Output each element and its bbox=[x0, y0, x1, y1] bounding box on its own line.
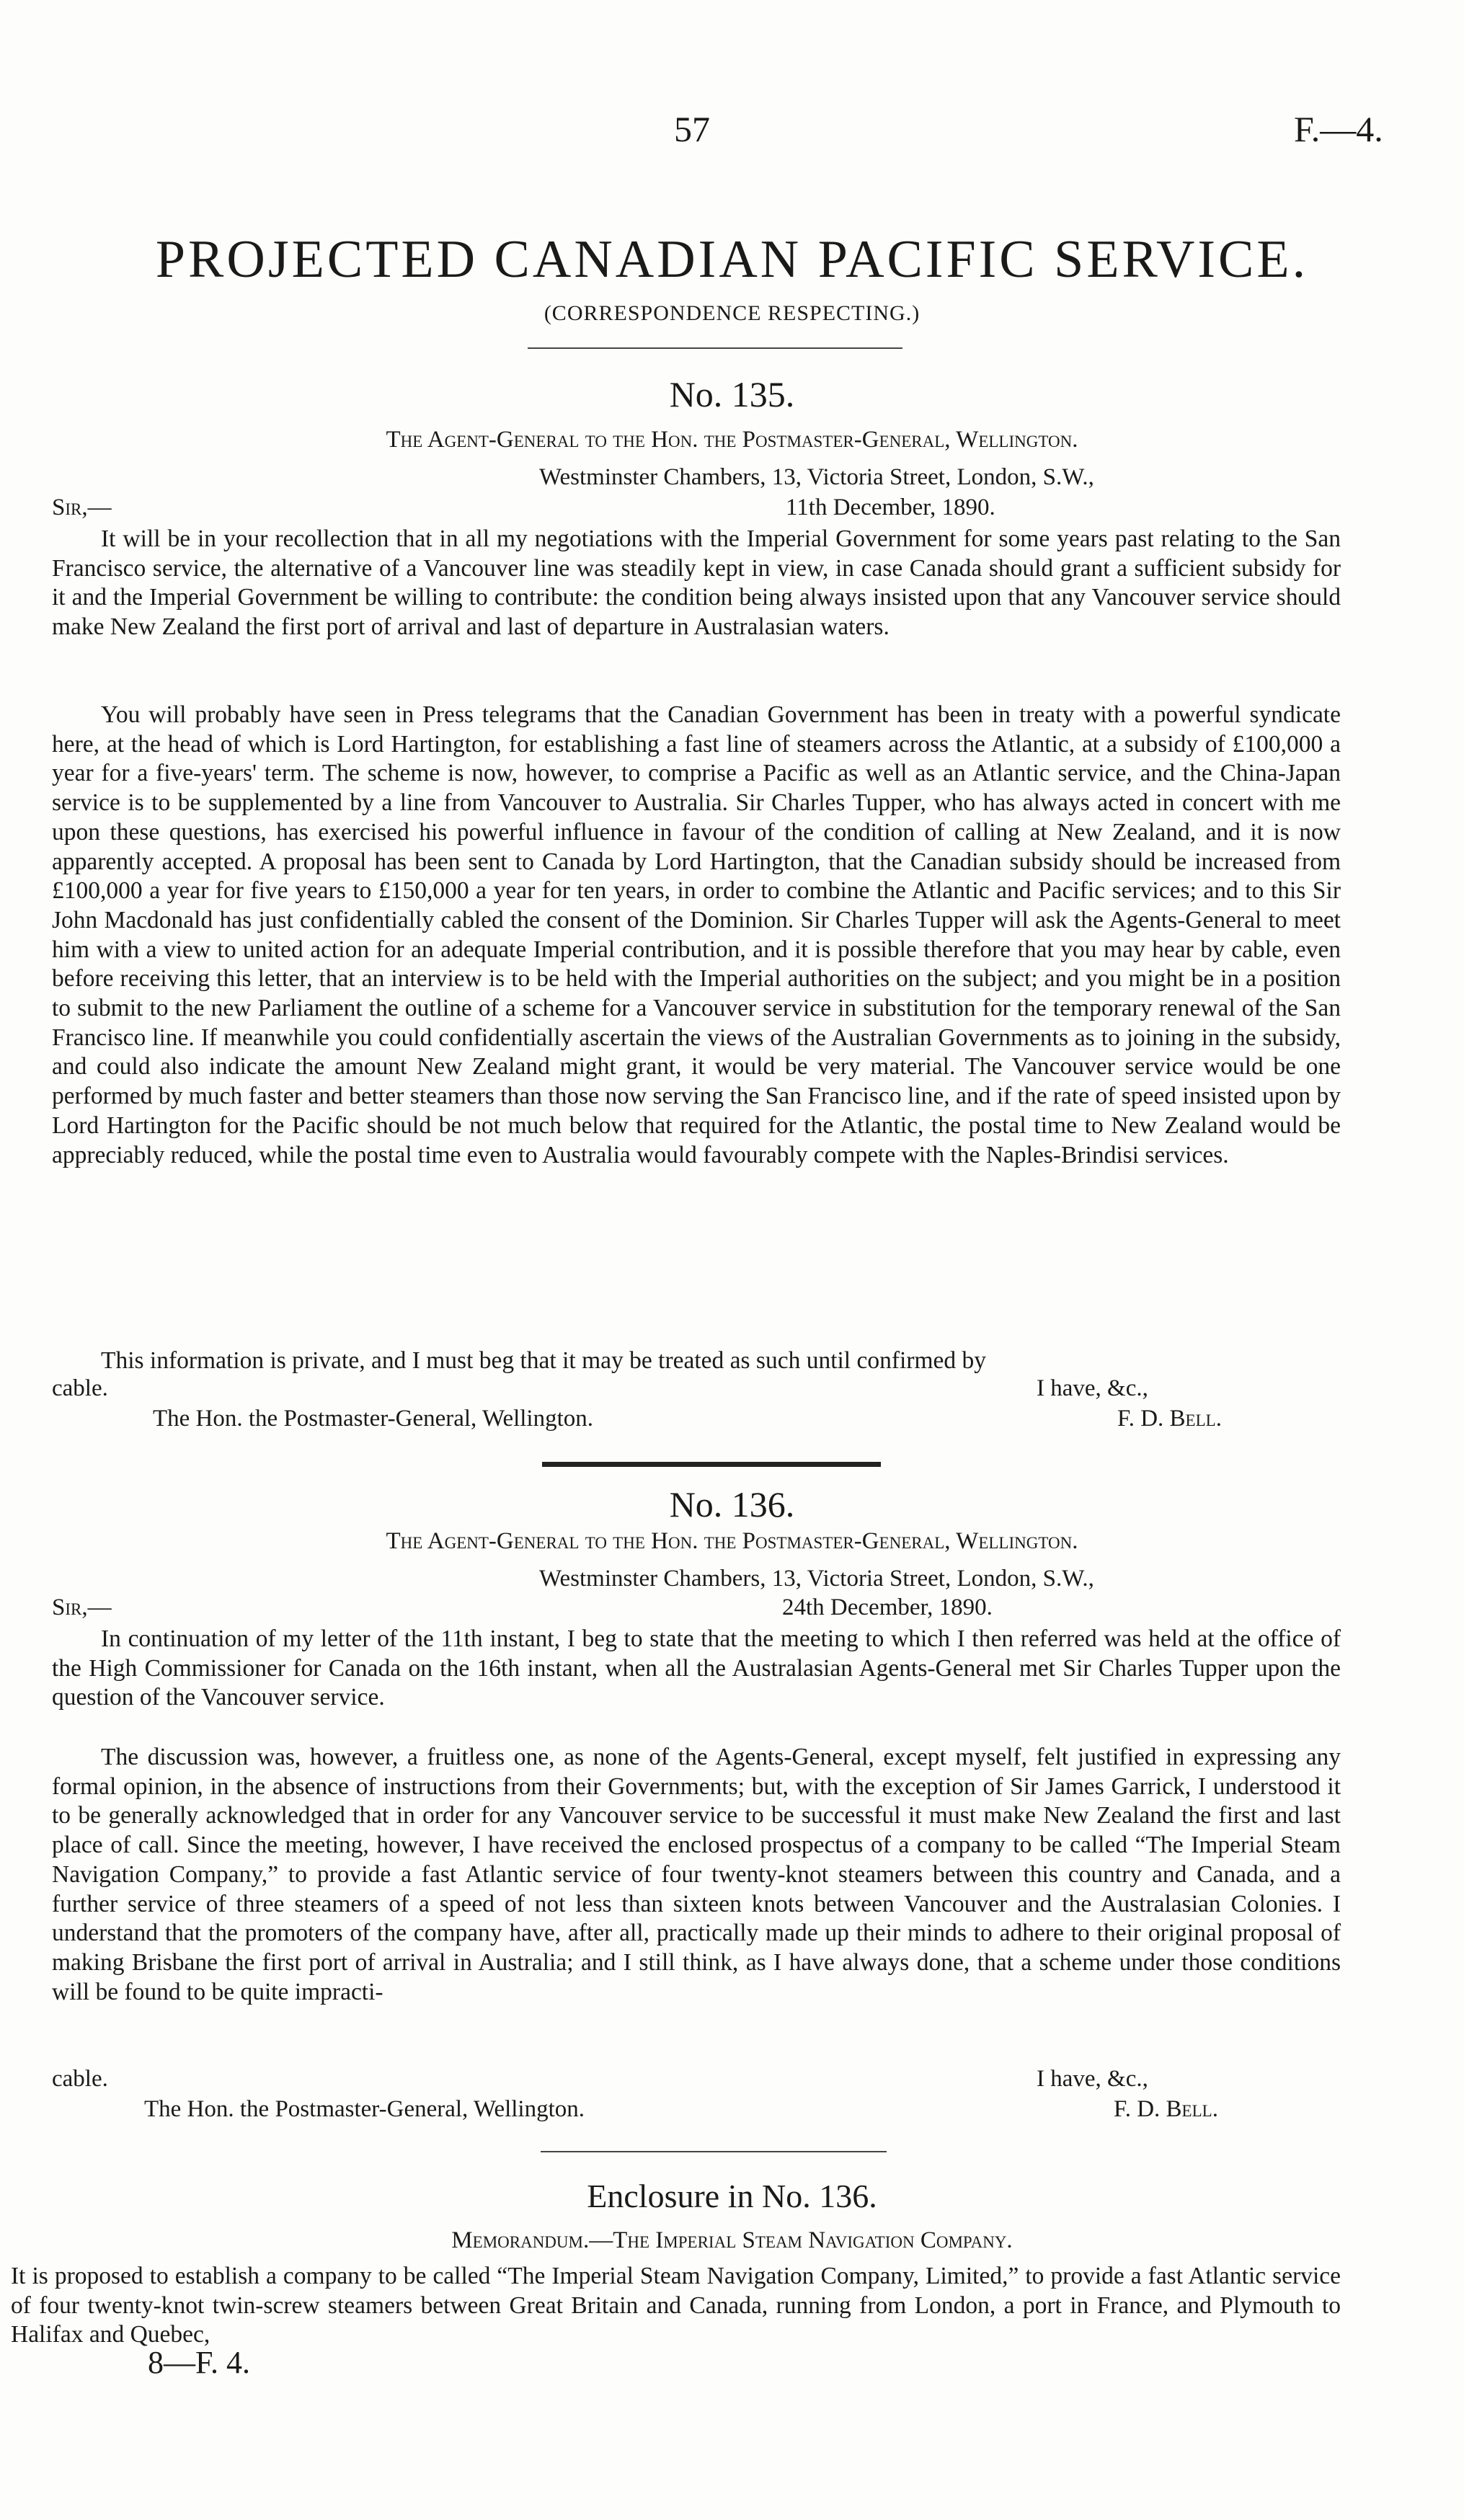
title-rule bbox=[528, 347, 902, 349]
letter-135-last-word: cable. bbox=[52, 1375, 108, 1401]
letter-135-address: Westminster Chambers, 13, Victoria Street, London, S.W., bbox=[539, 464, 1094, 490]
page-subtitle: (CORRESPONDENCE RESPECTING.) bbox=[544, 301, 920, 325]
letter-135-recipient: The Hon. the Postmaster-General, Wellington. bbox=[153, 1406, 594, 1432]
letter-136-closing: I have, &c., bbox=[1037, 2066, 1148, 2092]
letter-136-addressee: The Agent-General to the Hon. the Postmaster-General, Wellington. bbox=[386, 1528, 1078, 1554]
letter-136-paragraph-1: In continuation of my letter of the 11th instant, I beg to state that the meeting to which I then referred was held at the office of the High Commissioner for Canada on the 16th instant, when all the Australasian Agents-General met Sir Charles Tupper upon the question of the Vancouver service. bbox=[52, 1625, 1341, 1711]
letter-136-signature: F. D. Bell. bbox=[1114, 2096, 1218, 2122]
enclosure-heading: Enclosure in No. 136. bbox=[587, 2178, 877, 2214]
letter-135-addressee: The Agent-General to the Hon. the Postmaster-General, Wellington. bbox=[386, 427, 1078, 453]
letter-136-salutation: Sir,— bbox=[52, 1594, 112, 1620]
letter-135-date: 11th December, 1890. bbox=[786, 494, 995, 520]
letter-136-paragraph-2: The discussion was, however, a fruitless one, as none of the Agents-General, except myself, felt justified in expressing any formal opinion, in the absence of instructions from their Governments; but, with the exception of Sir James Garrick, I understood it to be generally acknowledged that in order for any Vancouver service to be successful it must make New Zealand the first and last place of call. Since the meeting, however, I have received the enclosed prospectus of a company to be called “The Imperial Steam Navigation Company,” to provide a fast Atlantic service of four twenty-knot steamers between this country and Canada, and a further service of three steamers of a speed of not less than sixteen knots between Vancouver and the Australasian Colonies. I understand that the promoters of the company have, after all, practically made up their minds to adhere to their original proposal of making Brisbane the first port of arrival in Australia; and I still think, as I have always done, that a scheme under those conditions will be found to be quite impracti- bbox=[52, 1744, 1341, 2005]
letter-135-salutation: Sir,— bbox=[52, 494, 112, 520]
letter-136-recipient: The Hon. the Postmaster-General, Wellington. bbox=[144, 2096, 585, 2122]
letter-136-last-word: cable. bbox=[52, 2066, 108, 2092]
page-number: 57 bbox=[674, 109, 710, 149]
letter-separator-rule bbox=[542, 1462, 881, 1467]
letter-136-number: No. 136. bbox=[669, 1484, 795, 1525]
enclosure-text: It is proposed to establish a company to be called “The Imperial Steam Navigation Company, Limited,” to provide a fast Atlantic service of four twenty-knot twin-screw steamers between Great Britain and Canada, running from London, a port in France, and Plymouth to Halifax and Quebec, bbox=[11, 2263, 1341, 2348]
letter-135-paragraph-2: You will probably have seen in Press telegrams that the Canadian Government has been in treaty with a powerful syndicate here, at the head of which is Lord Hartington, for establishing a fast line of steamers across the Atlantic, at a subsidy of £100,000 a year for a five-years' term. The scheme is now, however, to comprise a Pacific as well as an Atlantic service, and the China-Japan service is to be supplemented by a line from Vancouver to Australia. Sir Charles Tupper, who has always acted in concert with me upon these questions, has exercised his powerful influence in favour of the condition of calling at New Zealand, and it is now apparently accepted. A proposal has been sent to Canada by Lord Hartington, that the Canadian subsidy should be increased from £100,000 a year for five years to £150,000 a year for ten years, in order to combine the Atlantic and Pacific services; and to this Sir John Macdonald has just confidentially cabled the consent of the Dominion. Sir Charles Tupper will ask the Agents-General to meet him with a view to united action for an adequate Imperial contribution, and it is possible therefore that you may hear by cable, even before receiving this letter, that an interview is to be held with the Imperial authorities on the subject; and you might be in a position to submit to the new Parliament the outline of a scheme for a Vancouver service in substitution for the temporary renewal of the San Francisco line. If meanwhile you could confidentially ascertain the views of the Australian Governments as to joining in the subsidy, and could also indicate the amount New Zealand might grant, it would be very material. The Vancouver service would be one performed by much faster and better steamers than those now serving the San Francisco line, and if the rate of speed insisted upon by Lord Hartington for the Pacific should be not much below that required for the Atlantic, the postal time to New Zealand would be appreciably reduced, while the postal time even to Australia would favourably compete with the Naples-Brindisi services. bbox=[52, 701, 1341, 1168]
letter-135-closing: I have, &c., bbox=[1037, 1375, 1148, 1401]
enclosure-rule bbox=[541, 2151, 887, 2152]
letter-135-signature: F. D. Bell. bbox=[1117, 1406, 1222, 1432]
letter-135-paragraph-3: This information is private, and I must beg that it may be treated as such until confirmed by bbox=[101, 1347, 987, 1374]
memorandum-title: Memorandum.—The Imperial Steam Navigation Company. bbox=[451, 2227, 1013, 2253]
letter-135-number: No. 135. bbox=[669, 374, 795, 414]
letter-135-paragraph-1: It will be in your recollection that in all my negotiations with the Imperial Government for some years past relating to the San Francisco service, the alternative of a Vancouver line was steadily kept in view, in case Canada should grant a sufficient subsidy for it and the Imperial Government be willing to contribute: the condition being always insisted upon that any Vancouver service should make New Zealand the first port of arrival and last of departure in Australasian waters. bbox=[52, 525, 1341, 641]
letter-136-date: 24th December, 1890. bbox=[782, 1594, 993, 1620]
letter-136-address: Westminster Chambers, 13, Victoria Street, London, S.W., bbox=[539, 1566, 1094, 1592]
page-title: PROJECTED CANADIAN PACIFIC SERVICE. bbox=[155, 230, 1309, 289]
page-reference: F.—4. bbox=[1294, 109, 1383, 149]
folio-mark: 8—F. 4. bbox=[148, 2345, 250, 2380]
